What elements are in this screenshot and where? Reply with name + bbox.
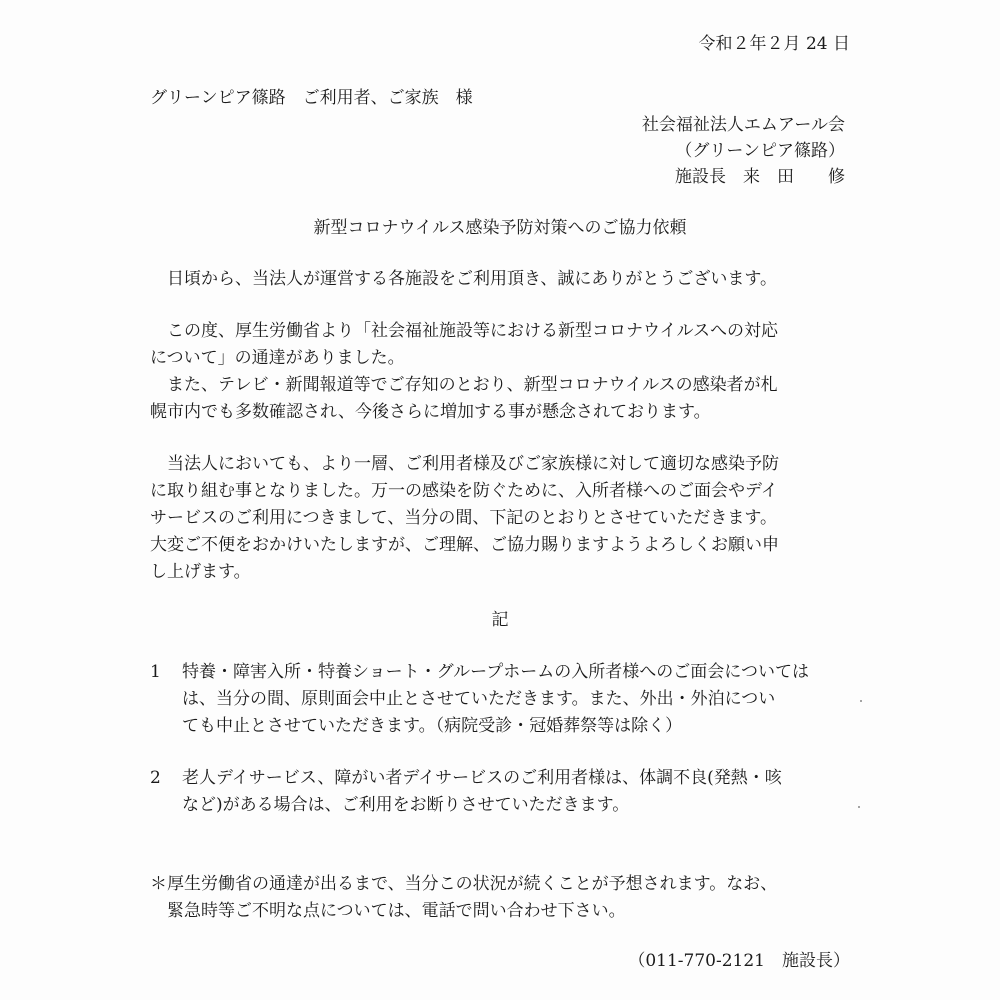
paragraph-news-line: 幌市内でも多数確認され、今後さらに増加する事が懸念されております。 bbox=[150, 402, 711, 422]
item-number: 2 bbox=[150, 768, 161, 788]
paragraph-measures-line: に取り組む事となりました。万一の感染を防ぐために、入所者様へのご面会やデイ bbox=[150, 481, 778, 501]
item-line: 老人デイサービス、障がい者デイサービスのご利用者様は、体調不良(発熱・咳 bbox=[182, 768, 782, 788]
paragraph-measures-line: サービスのご利用につきまして、当分の間、下記のとおりとさせていただきます。 bbox=[150, 508, 777, 528]
paragraph-measures-line: し上げます。 bbox=[150, 562, 251, 582]
item-line: は、当分の間、原則面会中止とさせていただきます。また、外出・外泊につい bbox=[182, 689, 776, 709]
item-line: ても中止とさせていただきます。（病院受診・冠婚葬祭等は除く） bbox=[182, 716, 683, 736]
sender-facility: （グリーンピア篠路） bbox=[675, 141, 845, 161]
item-number: 1 bbox=[150, 662, 161, 682]
document-title: 新型コロナウイルス感染予防対策へのご協力依頼 bbox=[313, 218, 687, 238]
paragraph-greeting: 日頃から、当法人が運営する各施設をご利用頂き、誠にありがとうございます。 bbox=[150, 269, 777, 289]
ki-heading: 記 bbox=[491, 610, 509, 630]
scan-speck bbox=[858, 806, 860, 808]
addressee: グリーンピア篠路 ご利用者、ご家族 様 bbox=[150, 88, 473, 108]
contact-phone: （011-770-2121 施設長） bbox=[628, 951, 850, 971]
note-line: 緊急時等ご不明な点については、電話で問い合わせ下さい。 bbox=[150, 901, 626, 921]
document-date: 令和２年２月 24 日 bbox=[698, 34, 850, 54]
item-line: 特養・障害入所・特養ショート・グループホームの入所者様へのご面会については bbox=[182, 662, 809, 682]
paragraph-notice-line: この度、厚生労働省より「社会福祉施設等における新型コロナウイルスへの対応 bbox=[150, 321, 778, 341]
note-line: ＊厚生労働省の通達が出るまで、当分この状況が続くことが予想されます。なお、 bbox=[150, 874, 778, 894]
item-line: など)がある場合は、ご利用をお断りさせていただきます。 bbox=[182, 795, 630, 815]
sender-person: 施設長 来 田 修 bbox=[675, 167, 845, 187]
sender-organization: 社会福祉法人エムアール会 bbox=[641, 115, 845, 135]
paragraph-measures-line: 当法人においても、より一層、ご利用者様及びご家族様に対して適切な感染予防 bbox=[150, 454, 779, 474]
scan-speck bbox=[860, 700, 862, 702]
paragraph-measures-line: 大変ご不便をおかけいたしますが、ご理解、ご協力賜りますようよろしくお願い申 bbox=[150, 535, 779, 555]
paragraph-notice-line: について」の通達がありました。 bbox=[150, 348, 405, 368]
paragraph-news-line: また、テレビ・新聞報道等でご存知のとおり、新型コロナウイルスの感染者が札 bbox=[150, 375, 778, 395]
